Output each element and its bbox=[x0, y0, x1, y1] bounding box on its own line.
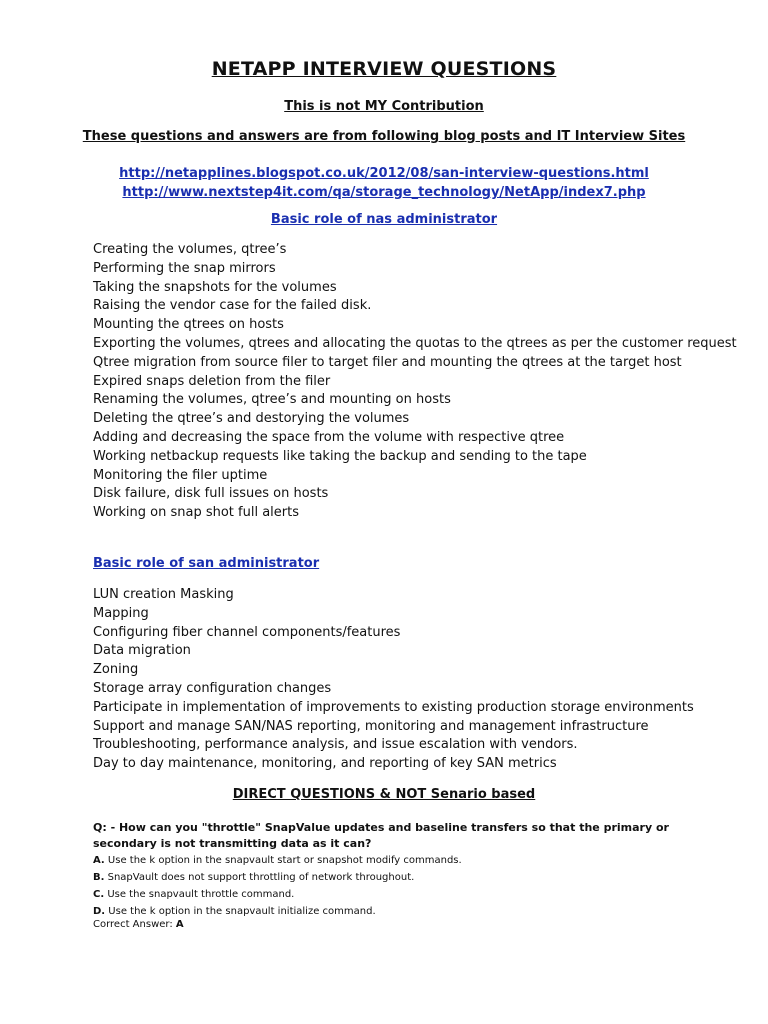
option-text: Use the k option in the snapvault initialize command. bbox=[105, 906, 376, 917]
list-item: Taking the snapshots for the volumes bbox=[93, 279, 337, 295]
option-text: Use the k option in the snapvault start or snapshot modify commands. bbox=[104, 855, 462, 866]
source-link-blogspot[interactable]: http://netapplines.blogspot.co.uk/2012/08/san-interview-questions.html bbox=[119, 166, 649, 181]
list-item: Support and manage SAN/NAS reporting, monitoring and management infrastructure bbox=[93, 718, 649, 734]
list-item: Configuring fiber channel components/features bbox=[93, 624, 401, 640]
correct-answer-label: Correct Answer: bbox=[93, 919, 176, 930]
list-item: Working on snap shot full alerts bbox=[93, 505, 300, 521]
list-item: Raising the vendor case for the failed disk. bbox=[93, 298, 372, 314]
source-link-nextstep4it[interactable]: http://www.nextstep4it.com/qa/storage_technology/NetApp/index7.php bbox=[122, 185, 646, 200]
list-item: Mapping bbox=[93, 605, 149, 621]
question-text: Q: - How can you "throttle" SnapValue updates and baseline transfers so that the primary or secondary is not transmitting data as it can? bbox=[93, 821, 669, 850]
list-item: Performing the snap mirrors bbox=[93, 260, 276, 276]
list-item: Expired snaps deletion from the filer bbox=[93, 373, 331, 389]
page-title: NETAPP INTERVIEW QUESTIONS bbox=[211, 58, 557, 80]
source-link-2-row bbox=[0, 181, 768, 200]
list-item: LUN creation Masking bbox=[93, 587, 234, 602]
list-item: Day to day maintenance, monitoring, and reporting of key SAN metrics bbox=[93, 756, 557, 772]
list-item: Troubleshooting, performance analysis, and issue escalation with vendors. bbox=[93, 737, 578, 753]
option-letter: A. bbox=[93, 855, 105, 866]
direct-questions-heading: DIRECT QUESTIONS & NOT Senario based bbox=[232, 787, 536, 802]
answer-option bbox=[93, 886, 462, 903]
list-item: Working netbackup requests like taking the backup and sending to the tape bbox=[93, 448, 587, 464]
list-item: Mounting the qtrees on hosts bbox=[93, 317, 284, 333]
list-item: Disk failure, disk full issues on hosts bbox=[93, 486, 329, 502]
nas-role-list bbox=[93, 241, 737, 523]
answer-option bbox=[93, 903, 462, 920]
option-letter: B. bbox=[93, 872, 105, 883]
answer-options-list bbox=[93, 852, 462, 920]
subtitle: This is not MY Contribution bbox=[284, 99, 484, 114]
list-item: Exporting the volumes, qtrees and allocating the quotas to the qtrees as per the customer request bbox=[93, 335, 737, 351]
list-item: Renaming the volumes, qtree’s and mounting on hosts bbox=[93, 392, 451, 408]
option-letter: C. bbox=[93, 889, 105, 900]
correct-answer bbox=[93, 919, 184, 930]
option-letter: D. bbox=[93, 906, 106, 917]
intro-text: These questions and answers are from following blog posts and IT Interview Sites bbox=[82, 129, 686, 144]
correct-answer-value: A bbox=[175, 919, 184, 930]
option-text: Use the snapvault throttle command. bbox=[104, 889, 295, 900]
answer-option bbox=[93, 852, 462, 869]
list-item: Adding and decreasing the space from the volume with respective qtree bbox=[93, 429, 565, 445]
option-text: SnapVault does not support throttling of network throughout. bbox=[104, 872, 415, 883]
list-item: Data migration bbox=[93, 643, 191, 659]
nas-section-heading[interactable]: Basic role of nas administrator bbox=[270, 212, 498, 227]
list-item: Qtree migration from source filer to target filer and mounting the qtrees at the target host bbox=[93, 354, 682, 370]
san-section-heading[interactable]: Basic role of san administrator bbox=[93, 556, 320, 571]
list-item: Participate in implementation of improvements to existing production storage environments bbox=[93, 699, 694, 715]
list-item: Monitoring the filer uptime bbox=[93, 467, 268, 483]
source-link-1-row bbox=[0, 162, 768, 181]
list-item: Storage array configuration changes bbox=[93, 680, 332, 696]
list-item: Deleting the qtree’s and destorying the volumes bbox=[93, 411, 410, 427]
san-role-list bbox=[93, 586, 694, 774]
answer-option bbox=[93, 869, 462, 886]
list-item: Creating the volumes, qtree’s bbox=[93, 242, 287, 257]
list-item: Zoning bbox=[93, 662, 139, 678]
